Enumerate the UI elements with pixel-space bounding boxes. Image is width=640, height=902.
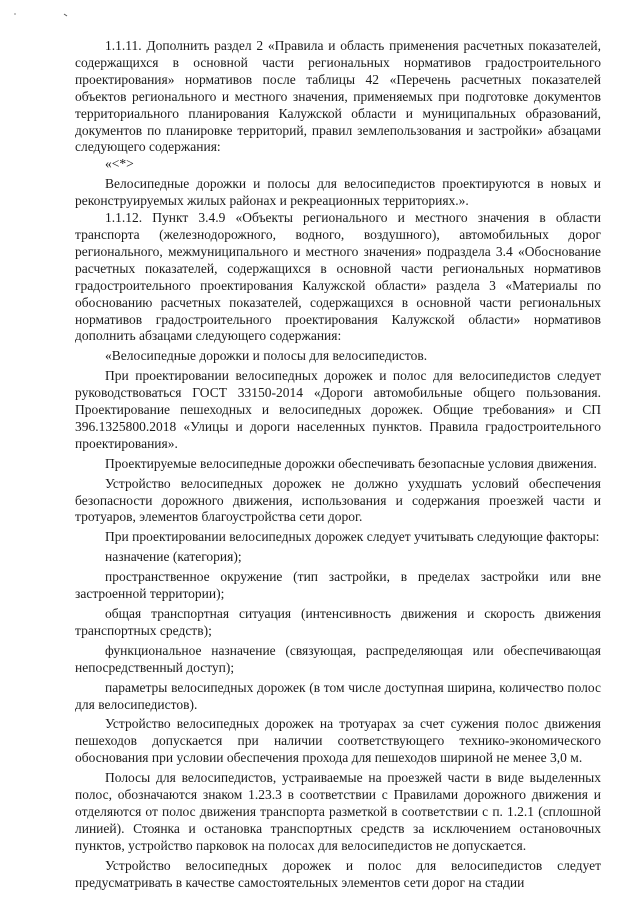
list-item-purpose: назначение (категория); <box>105 549 242 565</box>
paragraph-safety: Проектируемые велосипедные дорожки обеспечивать безопасные условия движения. <box>105 455 597 471</box>
list-item-function: функциональное назначение (связующая, распределяющая или обеспечивающая непосредственный доступ); <box>75 642 601 675</box>
paragraph-lanes-marking: Полосы для велосипедистов, устраиваемые на проезжей части в виде выделенных полос, обозначаются знаком 1.23.3 в соответствии с Правилами дорожного движения и отделяются от полос движения транспорта разметкой в соответствии с п. 1.2.1 (сплошной линией). Стоянка и остановка транспортных средств за исключением остановочных пунктов, устройство парковок на полосах для велосипедистов не допускается. <box>75 770 601 853</box>
paragraph-design-rules: При проектировании велосипедных дорожек и полос для велосипедистов следует руководствоваться ГОСТ 33150-2014 «Дороги автомобильные общего пользования. Проектирование пешеходных и велосипедных дорожек. Общие требования» и СП 396.1325800.2018 «Улицы и дороги населенных пунктов. Правила градостроительного проектирования». <box>75 368 601 451</box>
paragraph-quote-marker: «<*> <box>105 156 134 172</box>
scan-speck <box>64 14 67 16</box>
document-body <box>75 38 601 892</box>
paragraph-subtitle: «Велосипедные дорожки и полосы для велосипедистов. <box>105 348 428 364</box>
paragraph-1-1-12: 1.1.12. Пункт 3.4.9 «Объекты регионального и местного значения в области транспорта (железнодорожного, водного, воздушного), автомобильных дорог регионального, межмуниципального и местного значения» подраздела 3.4 «Обоснование расчетных показателей, содержащихся в основной части региональных нормативов градостроительного проектирования Калужской области» раздела 3 «Материалы по обоснованию расчетных показателей, содержащихся в основной части региональных нормативов градостроительного проектирования Калужской области» нормативов дополнить абзацами следующего содержания: <box>75 210 601 344</box>
list-item-environment: пространственное окружение (тип застройки, в пределах застройки или вне застроенной территории); <box>75 569 601 602</box>
list-item-parameters: параметры велосипедных дорожек (в том числе доступная ширина, количество полос для велосипедистов). <box>75 679 601 712</box>
list-item-traffic: общая транспортная ситуация (интенсивность движения и скорость движения транспортных средств); <box>75 606 601 638</box>
paragraph-network-elements: Устройство велосипедных дорожек и полос для велосипедистов следует предусматривать в качестве самостоятельных элементов сети дорог на стадии <box>75 857 601 890</box>
scan-marks <box>0 0 640 40</box>
paragraph-factors: При проектировании велосипедных дорожек следует учитывать следующие факторы: <box>105 529 600 545</box>
paragraph-sidewalks: Устройство велосипедных дорожек на тротуарах за счет сужения полос движения пешеходов допускается при наличии соответствующего технико-экономического обоснования при условии обеспечения прохода для пешеходов шириной не менее 3,0 м. <box>75 716 601 766</box>
paragraph-no-worsen: Устройство велосипедных дорожек не должно ухудшать условий обеспечения безопасности дорожного движения, использования и содержания проезжей части и тротуаров, элементов благоустройства сети дорог. <box>75 475 601 525</box>
paragraph-1-1-11: 1.1.11. Дополнить раздел 2 «Правила и область применения расчетных показателей, содержащихся в основной части региональных нормативов градостроительного проектирования» нормативов после таблицы 42 «Перечень расчетных показателей объектов регионального и местного значения, применяемых при подготовке документов территориального планирования Калужской области и муниципальных образований, документов по планировке территорий, правил землепользования и застройки» абзацами следующего содержания: <box>75 38 601 155</box>
paragraph-bicycle-lanes-new: Велосипедные дорожки и полосы для велосипедистов проектируются в новых и реконструируемых жилых районах и рекреационных территориях.». <box>75 176 601 209</box>
